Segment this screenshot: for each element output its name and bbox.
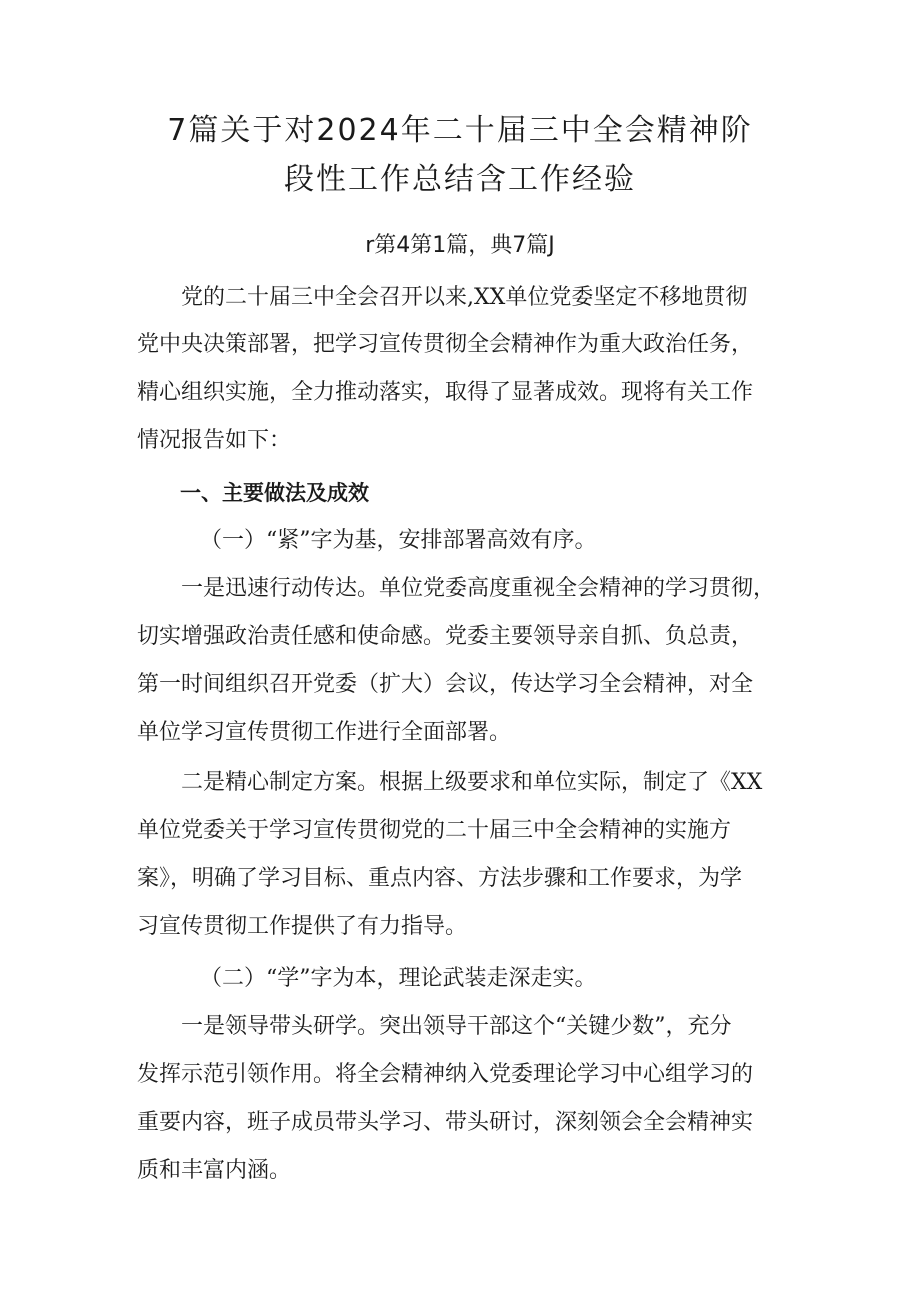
intro-line: 情况报告如下： xyxy=(137,428,292,453)
document-subtitle: r第4第1篇，典7篇J xyxy=(365,233,555,258)
subsection-heading: （二）“学”字为本，理论武装走深走实。 xyxy=(200,966,597,991)
paragraph-line: 一是迅速行动传达。单位党委高度重视全会精神的学习贯彻， xyxy=(137,576,776,601)
paragraph-line: 重要内容，班子成员带头学习、带头研讨，深刻领会全会精神实 xyxy=(137,1110,754,1135)
paragraph-line: 切实增强政治责任感和使命感。党委主要领导亲自抓、负总责， xyxy=(137,624,754,649)
paragraph-line: 单位党委关于学习宣传贯彻党的二十届三中全会精神的实施方 xyxy=(137,818,732,843)
paragraph-line: 单位学习宣传贯彻工作进行全面部署。 xyxy=(137,720,512,745)
intro-line: 党中央决策部署，把学习宣传贯彻全会精神作为重大政治任务， xyxy=(137,332,754,357)
section-heading: 一、主要做法及成效 xyxy=(180,481,369,505)
paragraph-line: 质和丰富内涵。 xyxy=(137,1158,292,1183)
paragraph-line: 案》，明确了学习目标、重点内容、方法步骤和工作要求，为学 xyxy=(137,866,743,891)
subsection-heading: （一）“紧”字为基，安排部署高效有序。 xyxy=(200,528,597,553)
paragraph-line: 一是领导带头研学。突出领导干部这个“关键少数”，充分 xyxy=(137,1014,732,1039)
document-title-line-2: 段性工作总结含工作经验 xyxy=(284,162,636,197)
document-title-line-1: 7篇关于对2024年二十届三中全会精神阶 xyxy=(167,113,753,148)
intro-line: 党的二十届三中全会召开以来,XX单位党委坚定不移地贯彻 xyxy=(137,285,748,310)
paragraph-line: 二是精心制定方案。根据上级要求和单位实际，制定了《XX xyxy=(137,770,763,795)
paragraph-line: 第一时间组织召开党委（扩大）会议，传达学习全会精神，对全 xyxy=(137,672,754,697)
paragraph-line: 发挥示范引领作用。将全会精神纳入党委理论学习中心组学习的 xyxy=(137,1062,754,1087)
paragraph-line: 习宣传贯彻工作提供了有力指导。 xyxy=(137,914,468,939)
intro-line: 精心组织实施，全力推动落实，取得了显著成效。现将有关工作 xyxy=(137,380,754,405)
